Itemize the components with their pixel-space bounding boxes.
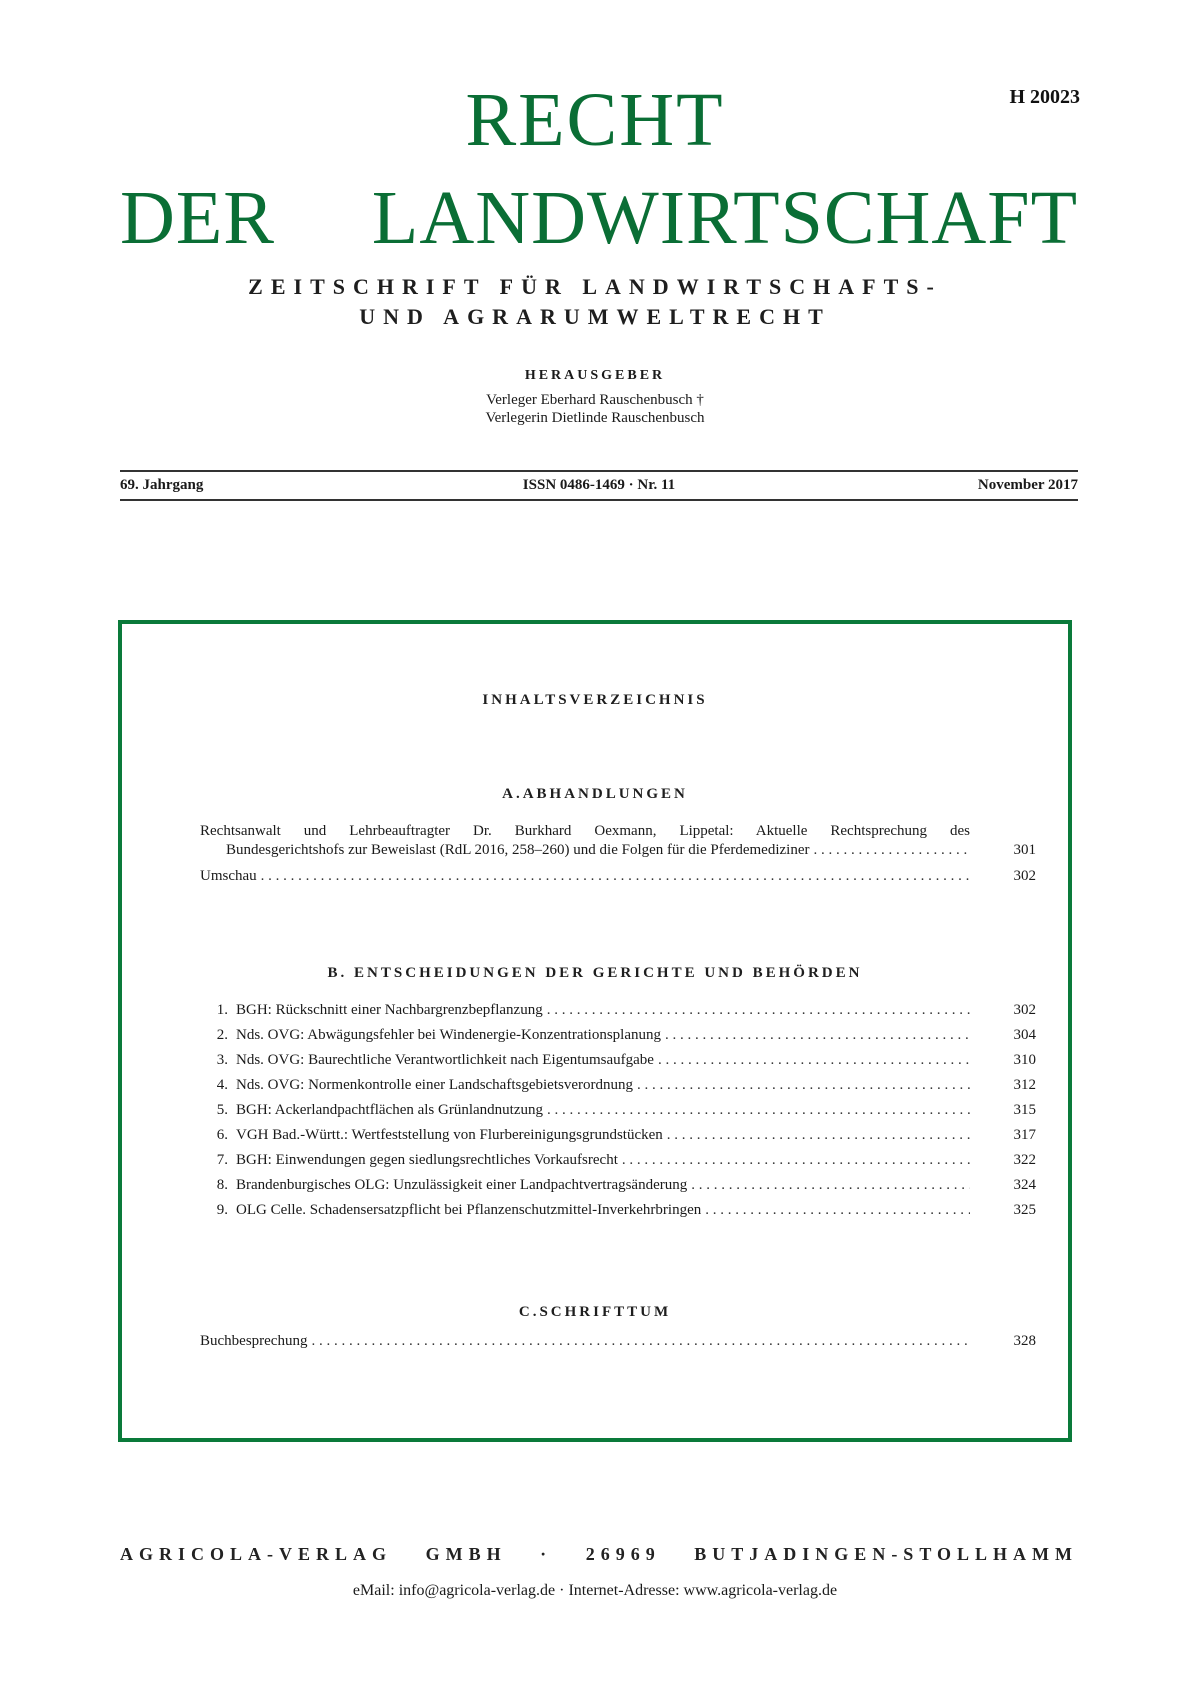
- toc-entry-b7[interactable]: [200, 1152, 970, 1171]
- entry-page: 315: [1013, 1102, 1036, 1118]
- entry-number: 5.: [216, 1102, 228, 1118]
- herausgeber-label: HERAUSGEBER: [524, 368, 666, 383]
- toc-entry-b1[interactable]: [200, 1002, 970, 1021]
- entry-page: 312: [1013, 1077, 1036, 1093]
- journal-code: H 20023: [1009, 86, 1080, 108]
- entry-number: 7.: [216, 1152, 228, 1168]
- leader-dots: [261, 868, 970, 885]
- entry-text: BGH: Einwendungen gegen siedlungsrechtliches Vorkaufsrecht: [236, 1152, 618, 1168]
- toc-entry-b9[interactable]: [200, 1202, 970, 1221]
- toc-entry-b3[interactable]: [200, 1052, 970, 1071]
- toc-entry-b5[interactable]: [200, 1102, 970, 1121]
- entry-text: BGH: Ackerlandpachtflächen als Grünlandnutzung: [236, 1102, 543, 1118]
- entry-page: 302: [1013, 1002, 1036, 1018]
- title-line-2: DER LANDWIRTSCHAFT: [120, 176, 1078, 260]
- toc-entry-b6[interactable]: [200, 1127, 970, 1146]
- entry-text: Nds. OVG: Abwägungsfehler bei Windenergie-Konzentrationsplanung: [236, 1027, 661, 1043]
- entry-number: 8.: [216, 1177, 228, 1193]
- table-of-contents: [118, 620, 1072, 1442]
- entry-number: 6.: [216, 1127, 228, 1143]
- toc-entry-page: 301: [1013, 842, 1036, 858]
- divider-bottom: [120, 499, 1078, 501]
- toc-entry-label: Buchbesprechung: [200, 1333, 308, 1349]
- leader-dots: [667, 1127, 970, 1144]
- toc-entry-label: Umschau: [200, 868, 257, 884]
- leader-dots: [813, 842, 970, 859]
- toc-title: INHALTSVERZEICHNIS: [482, 692, 708, 708]
- entry-text: Brandenburgisches OLG: Unzulässigkeit einer Landpachtvertragsänderung: [236, 1177, 688, 1193]
- leader-dots: [622, 1152, 970, 1169]
- entry-text: OLG Celle. Schadensersatzpflicht bei Pflanzenschutzmittel-Inverkehrbringen: [236, 1202, 702, 1218]
- section-b-heading: B. ENTSCHEIDUNGEN DER GERICHTE UND BEHÖRDEN: [327, 965, 863, 981]
- herausgeber-name-2: Verlegerin Dietlinde Rauschenbusch: [485, 410, 705, 426]
- issue-info-bar: [120, 477, 1078, 497]
- leader-dots: [311, 1333, 970, 1350]
- toc-entry-abhandlung-line-2: Bundesgerichtshofs zur Beweislast (RdL 2016, 258–260) und die Folgen für die Pferdemediziner: [226, 842, 810, 858]
- entry-page: 324: [1013, 1177, 1036, 1193]
- toc-entry-abhandlung[interactable]: [226, 842, 970, 861]
- publisher-contact[interactable]: eMail: info@agricola-verlag.de · Internet-Adresse: www.agricola-verlag.de: [352, 1582, 838, 1599]
- entry-text: Nds. OVG: Normenkontrolle einer Landschaftsgebietsverordnung: [236, 1077, 633, 1093]
- entry-page: 322: [1013, 1152, 1036, 1168]
- toc-entry-b4[interactable]: [200, 1077, 970, 1096]
- herausgeber-name-1: Verleger Eberhard Rauschenbusch †: [486, 392, 704, 408]
- entry-page: 325: [1013, 1202, 1036, 1218]
- subtitle-line-2: UND AGRARUMWELTRECHT: [359, 304, 831, 329]
- toc-entry-umschau[interactable]: [200, 868, 970, 887]
- leader-dots: [547, 1102, 970, 1119]
- entry-number: 1.: [216, 1002, 228, 1018]
- leader-dots: [691, 1177, 970, 1194]
- entry-page: 304: [1013, 1027, 1036, 1043]
- title-line-1: RECHT: [465, 78, 725, 162]
- toc-entry-b2[interactable]: [200, 1027, 970, 1046]
- entry-text: BGH: Rückschnitt einer Nachbargrenzbepflanzung: [236, 1002, 543, 1018]
- entry-number: 2.: [216, 1027, 228, 1043]
- publisher-address: AGRICOLA-VERLAG GMBH · 26969 BUTJADINGEN-STOLLHAMM: [120, 1544, 1078, 1564]
- entry-number: 3.: [216, 1052, 228, 1068]
- issn-label: ISSN 0486-1469 · Nr. 11: [522, 477, 676, 493]
- section-a-heading: A.ABHANDLUNGEN: [502, 786, 688, 802]
- leader-dots: [547, 1002, 970, 1019]
- toc-entry-page: 328: [1013, 1333, 1036, 1349]
- subtitle-line-1: ZEITSCHRIFT FÜR LANDWIRTSCHAFTS-: [248, 274, 942, 299]
- volume-label: 69. Jahrgang: [120, 477, 204, 493]
- leader-dots: [658, 1052, 970, 1069]
- leader-dots: [637, 1077, 970, 1094]
- leader-dots: [665, 1027, 970, 1044]
- divider-top: [120, 470, 1078, 472]
- entry-number: 4.: [216, 1077, 228, 1093]
- toc-entry-abhandlung-line-1: Rechtsanwalt und Lehrbeauftragter Dr. Burkhard Oexmann, Lippetal: Aktuelle Rechtsprechung des: [200, 823, 970, 839]
- entry-text: Nds. OVG: Baurechtliche Verantwortlichkeit nach Eigentumsaufgabe: [236, 1052, 654, 1068]
- toc-entry-b8[interactable]: [200, 1177, 970, 1196]
- entry-text: VGH Bad.-Württ.: Wertfeststellung von Flurbereinigungsgrundstücken: [236, 1127, 663, 1143]
- entry-page: 310: [1013, 1052, 1036, 1068]
- toc-entry-buchbesprechung[interactable]: [200, 1333, 970, 1352]
- issue-date: November 2017: [977, 477, 1078, 493]
- leader-dots: [705, 1202, 970, 1219]
- entry-page: 317: [1013, 1127, 1036, 1143]
- section-c-heading: C.SCHRIFTTUM: [518, 1304, 672, 1320]
- toc-entry-page: 302: [1013, 868, 1036, 884]
- entry-number: 9.: [216, 1202, 228, 1218]
